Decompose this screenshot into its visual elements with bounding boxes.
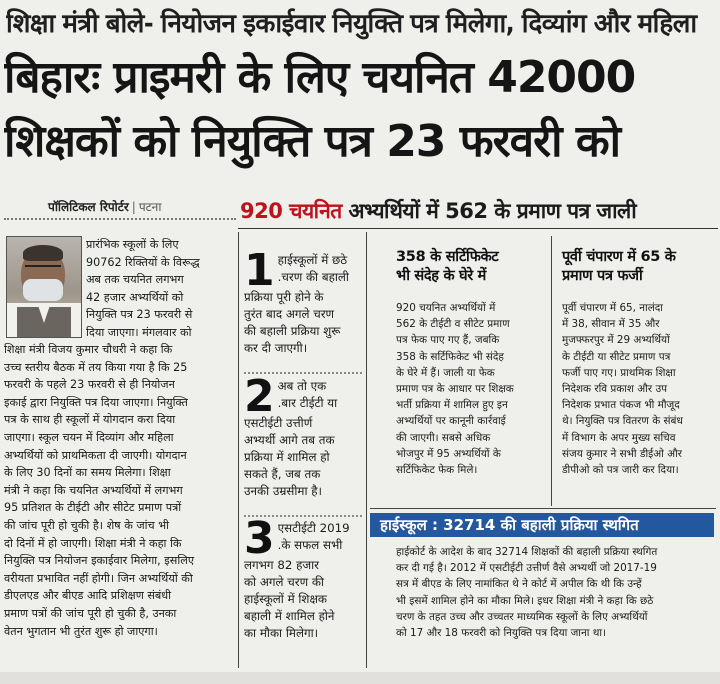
highschool-text — [396, 544, 714, 641]
bottom-line: को 17 और 18 फरवरी को नियुक्ति पत्र दिया जाना था। — [396, 626, 607, 639]
body-line: वेतन भुगतान भी तुरंत शुरू हो जाएगा। — [4, 624, 158, 638]
body-line: प्रमाण पत्रों की जांच पूरी हो चुकी है, उनका — [4, 606, 177, 620]
point-1-number: 1 — [244, 245, 275, 296]
byline-separator: | — [131, 200, 136, 214]
body-line: इकाई द्वारा नियुक्ति पत्र दिया जाएगा। नियुक्ति — [4, 395, 188, 409]
column-rule-2 — [366, 232, 367, 668]
box2-heading — [562, 248, 716, 286]
body-line: फरवरी के पहले 23 फरवरी से ही नियोजन — [4, 378, 175, 392]
box2-line: निदेशक प्रभात पंकज भी मौजूद — [562, 399, 680, 412]
box2-heading-line: प्रमाण पत्र फर्जी — [562, 268, 643, 284]
page-bottom-edge — [0, 672, 720, 684]
point-line: उनकी उम्रसीमा है। — [244, 484, 323, 498]
point-line: प्रक्रिया में शामिल हो — [244, 450, 330, 464]
point-line: एसटीईटी 2019 — [277, 521, 350, 535]
bottom-line: चरण के तहत उच्च और उच्चतर माध्यमिक स्कूलों के लिए अभ्यर्थियों — [396, 610, 648, 623]
lead-line: 90762 रिक्तियों के विरूद्ध — [86, 255, 200, 269]
minister-photo — [6, 236, 82, 338]
point-line: .चरण की बहाली — [277, 270, 349, 284]
lead-paragraph-wrapped — [86, 236, 234, 342]
point-line: .के सफल सभी — [277, 538, 343, 552]
subheadline-rule — [238, 228, 718, 229]
point-line: हाईस्कूलों में शिक्षक — [244, 592, 327, 606]
point-1 — [244, 245, 362, 357]
point-line: कर दी जाएगी। — [244, 341, 308, 355]
point-line: की बहाली प्रक्रिया शुरू — [244, 324, 341, 338]
kicker-line: शिक्षा मंत्री बोले- नियोजन इकाईवार नियुक्ति पत्र मिलेगा, दिव्यांग और महिला — [6, 9, 697, 39]
body-line: मंत्री ने कहा कि चयनित अभ्यर्थियों में लगभग — [4, 483, 183, 497]
box2-line: पूर्वी चंपारण में 65, नालंदा — [562, 302, 663, 314]
box2-line: निदेशक रवि प्रकाश और उप — [562, 382, 668, 395]
subheadline-rest: अभ्यर्थियों में 562 के प्रमाण पत्र जाली — [341, 199, 637, 223]
point-line: अभ्यर्थी आगे तब तक — [244, 433, 335, 447]
body-line: जाएगा। स्कूल चयन में दिव्यांग और महिला — [4, 430, 174, 444]
box1-heading — [396, 248, 546, 286]
box2-line: संजय कुमार ने सभी डीईओ और — [562, 447, 683, 460]
box2-heading-line: पूर्वी चंपारण में 65 के — [562, 249, 676, 265]
box1-heading-line: भी संदेह के घेरे में — [396, 268, 487, 284]
box2-text — [562, 300, 716, 478]
box2-line: फर्जी पाए गए। प्राथमिक शिक्षा — [562, 366, 676, 379]
box1-line: भोजपुर में 95 अभ्यर्थियों के — [396, 447, 501, 460]
box1-line: 562 के टीईटी व सीटेट प्रमाण — [396, 318, 510, 331]
column-rule-1 — [238, 232, 239, 668]
body-line: वरीयता प्रभावित नहीं होगी। जिन अभ्यर्थियों की — [4, 571, 193, 585]
box2-line: में 38, सीवान में 35 और — [562, 318, 660, 331]
boxes-bottom-rule — [370, 508, 716, 509]
lead-line: नियुक्ति पत्र 23 फरवरी से — [86, 308, 193, 322]
body-line: के लिए 30 दिनों का समय मिलेगा। शिक्षा — [4, 466, 171, 480]
box1-line: सर्टिफिकेट फेक मिले। — [396, 463, 478, 476]
body-line: उच्च स्तरीय बैठक में तय किया गया है कि 25 — [4, 360, 188, 374]
byline — [48, 198, 161, 215]
byline-source: पॉलिटिकल रिपोर्टर — [48, 200, 129, 214]
box2-line: में विभाग के अपर मुख्य सचिव — [562, 431, 676, 444]
box1-line: अभ्यर्थियों पर कानूनी कार्रवाई — [396, 415, 506, 428]
lead-paragraph-full — [4, 341, 236, 640]
point-line: बहाली में शामिल होने — [244, 609, 335, 623]
lead-line: अब तक चयनित लगभग — [86, 273, 184, 287]
point-3 — [244, 513, 362, 642]
lead-line: प्रारंभिक स्कूलों के लिए — [86, 238, 179, 251]
headline-line-2: शिक्षकों को नियुक्ति पत्र 23 फरवरी को — [4, 116, 621, 167]
byline-dotted-rule — [4, 218, 236, 220]
body-line: नियुक्ति पत्र नियोजन इकाईवार मिलेगा, इसलिए — [4, 554, 194, 568]
point-2-number: 2 — [244, 371, 275, 422]
box1-line: पत्र फेक पाए गए हैं, जबकि — [396, 334, 500, 347]
point-line: लगभग 82 हजार — [244, 558, 319, 572]
bottom-line: सत्र में बीएड के लिए नामांकित थे ने कोर्ट में अपील कि थी कि उन्हें — [396, 578, 642, 591]
lead-line: दिया जाएगा। मंगलवार को — [86, 325, 192, 339]
box2-line: थे। नियुक्ति पत्र वितरण के संबंध — [562, 415, 683, 428]
box1-line: 358 के सर्टिफिकेट भी संदेह — [396, 350, 504, 363]
box1-line: के घेरे में हैं। जाली या फेक — [396, 366, 495, 379]
point-line: .बार टीईटी या — [277, 396, 338, 410]
lead-line: 42 हजार अभ्यर्थियों को — [86, 290, 184, 304]
point-line: हाईस्कूलों में छठे — [277, 253, 348, 267]
box2-line: डीपीओ को पत्र जारी कर दिया। — [562, 463, 679, 476]
box2-line: के टीईटी या सीटेट प्रमाण पत्र — [562, 350, 671, 363]
box1-text — [396, 300, 548, 478]
box1-heading-line: 358 के सर्टिफिकेट — [396, 249, 499, 265]
box1-line: की जाएगी। सबसे अधिक — [396, 431, 491, 444]
byline-place: पटना — [138, 200, 162, 214]
highschool-banner: हाईस्कूल : 32714 की बहाली प्रक्रिया स्थगित — [370, 513, 714, 537]
body-line: पत्र के साथ ही स्कूलों में योगदान करा दिया — [4, 413, 176, 427]
point-2 — [244, 371, 362, 500]
column-rule-3 — [551, 236, 552, 506]
subheadline-highlight: 920 चयनित — [240, 199, 342, 223]
point-line: प्रक्रिया पूरी होने के — [244, 290, 324, 304]
headline-line-1: बिहारः प्राइमरी के लिए चयनित 42000 — [4, 52, 636, 103]
bottom-line: भी इसमें शामिल होने का मौका मिले। इधर शिक्षा मंत्री ने कहा कि छठे — [396, 594, 654, 607]
point-line: को अगले चरण की — [244, 575, 324, 589]
body-line: की जांच पूरी हो चुकी है। शेष के जांच भी — [4, 518, 169, 532]
point-3-number: 3 — [244, 513, 275, 564]
point-line: एसटीईटी उत्तीर्ण — [244, 416, 313, 430]
body-line: शिक्षा मंत्री विजय कुमार चौधरी ने कहा कि — [4, 343, 173, 356]
point-line: अब तो एक — [277, 379, 327, 393]
point-line: का मौका मिलेगा। — [244, 626, 319, 640]
body-line: दो दिनों में हो जाएगी। शिक्षा मंत्री ने कहा कि — [4, 536, 182, 550]
headline — [4, 46, 716, 174]
body-line: अभ्यर्थियों को प्राथमिकता दी जाएगी। योगदान — [4, 448, 187, 462]
body-line: डीएलएड और बीएड आदि प्रशिक्षण संबंधी — [4, 589, 172, 603]
box1-line: 920 चयनित अभ्यर्थियों में — [396, 302, 496, 314]
box1-line: भर्ती प्रक्रिया में शामिल हुए इन — [396, 399, 508, 412]
bottom-line: हाईकोर्ट के आदेश के बाद 32714 शिक्षकों की बहाली प्रक्रिया स्थगित — [396, 546, 658, 558]
bottom-line: कर दी गई है। 2012 में एसटीईटी उत्तीर्ण वैसे अभ्यर्थी जो 2017-19 — [396, 562, 657, 575]
box1-line: प्रमाण पत्र के आधार पर शिक्षक — [396, 382, 514, 395]
point-line: तुरंत बाद अगले चरण — [244, 307, 335, 321]
subheadline — [240, 196, 716, 226]
point-line: सकते हैं, जब तक — [244, 467, 321, 481]
box2-line: मुजफ्फरपुर में 29 अभ्यर्थियों — [562, 334, 670, 347]
body-line: 95 प्रतिशत के टीईटी और सीटेट प्रमाण पत्रों — [4, 501, 182, 515]
